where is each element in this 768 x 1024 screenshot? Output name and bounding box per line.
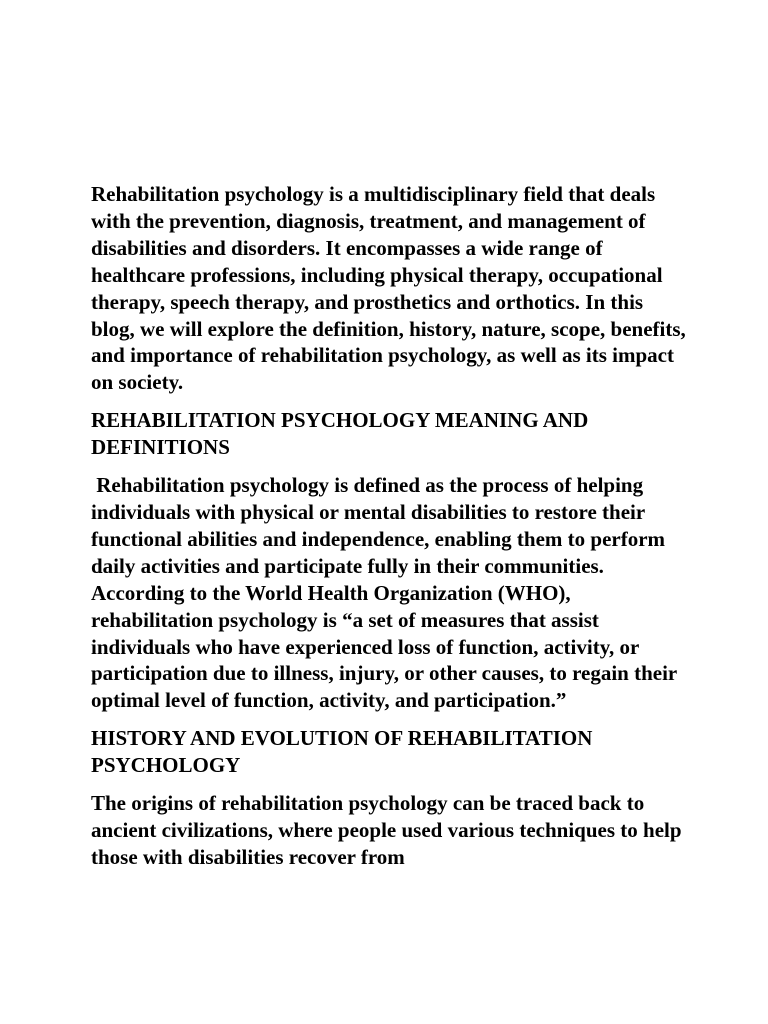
- intro-paragraph: Rehabilitation psychology is a multidisciplinary field that deals with the prevention, diagnosis, treatment, and management of disabilities and disorders. It encompasses a wide range of healthcare professions, including physical therapy, occupational therapy, speech therapy, and prosthetics and orthotics. In this blog, we will explore the definition, history, nature, scope, benefits, and importance of rehabilitation psychology, as well as its impact on society.: [91, 182, 686, 395]
- section-heading-history-evolution: HISTORY AND EVOLUTION OF REHABILITATION PSYCHOLOGY: [91, 726, 593, 778]
- section-heading-meaning-definitions: REHABILITATION PSYCHOLOGY MEANING AND DEFINITIONS: [91, 408, 589, 460]
- document-body: [91, 181, 691, 882]
- history-paragraph: The origins of rehabilitation psychology can be traced back to ancient civilizations, where people used various techniques to help those with disabilities recover from: [91, 791, 682, 869]
- definition-paragraph: Rehabilitation psychology is defined as the process of helping individuals with physical or mental disabilities to restore their functional abilities and independence, enabling them to perform daily activities and participate fully in their communities. According to the World Health Organization (WHO), rehabilitation psychology is “a set of measures that assist individuals who have experienced loss of function, activity, or participation due to illness, injury, or other causes, to regain their optimal level of function, activity, and participation.”: [91, 473, 683, 713]
